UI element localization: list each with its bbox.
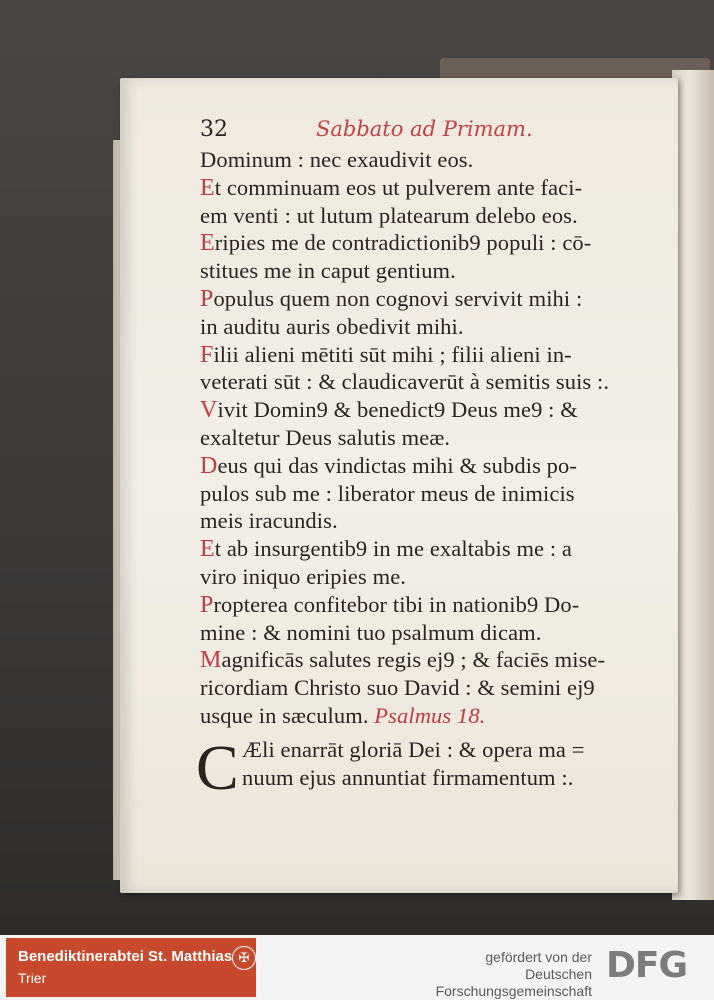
line-text: ilii alieni mētiti sūt mihi ; filii alieni in- (213, 341, 572, 367)
text-line (200, 702, 650, 730)
book-fore-edge (672, 70, 714, 900)
text-line (200, 257, 650, 285)
text-line (200, 507, 650, 535)
line-text: veterati sūt : & claudicaverūt à semitis suis :. (200, 369, 610, 395)
psalm-heading: Psalmus 18. (374, 702, 486, 728)
text-line (200, 146, 650, 174)
rubric-initial: V (200, 397, 218, 424)
abbey-emblem-icon: ✠ (232, 946, 256, 970)
text-line (200, 591, 650, 619)
drop-cap-line-2 (200, 764, 650, 792)
line-text: agnificās salutes regis ej9 ; & faciēs mise- (221, 647, 606, 673)
text-line (200, 674, 650, 702)
text-line: Æli enarrāt gloriā Dei : & opera ma = (242, 736, 585, 762)
text-line (200, 313, 650, 341)
page-header (200, 117, 640, 147)
rubric-initial: D (200, 452, 218, 479)
rubric-initial: E (200, 536, 215, 563)
text-line: nuum ejus annuntiat firmamentum :. (242, 764, 574, 790)
rubric-initial: F (200, 341, 214, 368)
text-line (200, 619, 650, 647)
rubric-initial: E (200, 174, 215, 201)
text-line (200, 368, 650, 396)
line-text: eus qui das vindictas mihi & subdis po- (217, 452, 577, 478)
line-text: mine : & nomini tuo psalmum dicam. (200, 619, 542, 645)
page-number: 32 (200, 117, 228, 142)
text-line (200, 424, 650, 452)
text-line (200, 229, 650, 257)
line-text: ripies me de contradictionib9 populi : cō- (214, 230, 592, 256)
line-text: stitues me in caput gentium. (200, 258, 456, 284)
line-text: t comminuam eos ut pulverem ante faci- (214, 174, 583, 200)
line-text: t ab insurgentib9 in me exaltabis me : a (214, 536, 573, 562)
text-line (200, 646, 650, 674)
text-line (200, 452, 650, 480)
line-text: meis iracundis. (200, 508, 338, 534)
line-text: ropterea confitebor tibi in nationib9 Do- (213, 591, 580, 617)
text-line (200, 563, 650, 591)
text-line (200, 285, 650, 313)
funding-line-1: gefördert von der (485, 949, 592, 965)
line-text: ivit Domin9 & benedict9 Deus me9 : & (217, 397, 578, 423)
text-line (200, 174, 650, 202)
line-text: em venti : ut lutum platearum delebo eos. (200, 202, 578, 228)
rubric-initial: M (200, 647, 222, 674)
line-text: exaltetur Deus salutis meæ. (200, 424, 451, 450)
text-line (200, 480, 650, 508)
running-head: Sabbato ad Primam. (316, 117, 533, 141)
line-text: ricordiam Christo suo David : & semini ej9 (200, 675, 595, 701)
abbey-banner[interactable] (6, 938, 256, 997)
drop-cap-initial: C (196, 731, 239, 803)
funding-line-2: Deutschen Forschungsgemeinschaft (435, 966, 592, 999)
psalm-text (196, 146, 650, 803)
line-text: pulos sub me : liberator meus de inimicis (200, 480, 575, 506)
text-line (200, 396, 650, 424)
funding-note (380, 949, 592, 1000)
rubric-initial: P (200, 285, 214, 312)
rubric-initial: P (200, 591, 214, 618)
rubric-initial: E (200, 230, 215, 257)
line-text: usque in sæculum. (200, 702, 375, 728)
line-text: Dominum : nec exaudivit eos. (200, 147, 474, 172)
abbey-city: Trier (18, 970, 47, 986)
text-line (200, 535, 650, 563)
line-text: opulus quem non cognovi servivit mihi : (213, 285, 583, 311)
footer-bar (0, 935, 714, 1000)
line-text: in auditu auris obedivit mihi. (200, 313, 464, 339)
text-line (200, 202, 650, 230)
abbey-name: Benediktinerabtei St. Matthias (18, 948, 233, 965)
text-line (200, 341, 650, 369)
line-text: viro iniquo eripies me. (200, 563, 407, 589)
dfg-logo[interactable]: DFG (606, 945, 688, 986)
